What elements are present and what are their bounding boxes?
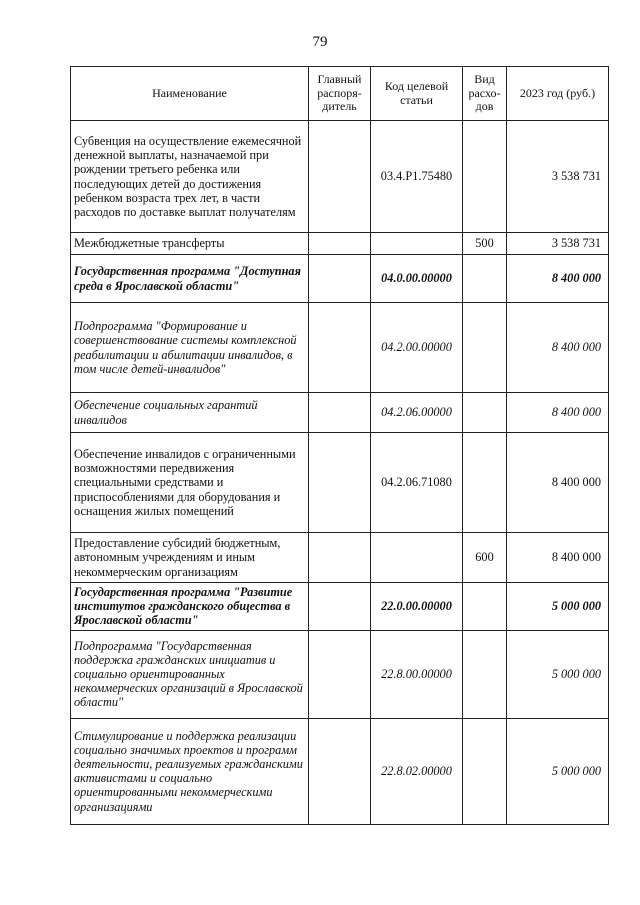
cell-name: Обеспечение социальных гарантий инвалидов [71,393,309,433]
cell-name: Подпрограмма "Формирование и совершенствование системы комплексной реабилитации и абилитации инвалидов, в том числе детей-инвалидов" [71,303,309,393]
cell-code: 04.2.00.00000 [371,303,463,393]
table-row [71,718,609,824]
cell-code: 22.8.00.00000 [371,630,463,718]
cell-code: 22.0.00.00000 [371,583,463,631]
budget-table [70,66,609,825]
cell-admin [309,533,371,583]
cell-code [371,533,463,583]
table-row [71,121,609,233]
header-code: Код целевой статьи [371,67,463,121]
cell-admin [309,303,371,393]
cell-type [463,630,507,718]
cell-name: Межбюджетные трансферты [71,233,309,255]
cell-amount: 8 400 000 [507,303,609,393]
cell-amount: 3 538 731 [507,233,609,255]
cell-name: Государственная программа "Развитие институтов гражданского общества в Ярославской области" [71,583,309,631]
cell-amount: 5 000 000 [507,718,609,824]
cell-admin [309,433,371,533]
cell-amount: 5 000 000 [507,630,609,718]
table-row [71,393,609,433]
cell-type [463,583,507,631]
cell-admin [309,718,371,824]
table-row [71,233,609,255]
cell-type [463,718,507,824]
cell-name: Субвенция на осуществление ежемесячной денежной выплаты, назначаемой при рождении третьего ребенка или последующих детей до достижения ребенком возраста трех лет, в части расходов по доставке выплат получателям [71,121,309,233]
cell-type: 600 [463,533,507,583]
cell-name: Стимулирование и поддержка реализации социально значимых проектов и программ деятельности, реализуемых гражданскими активистами и социально ориентированными некоммерческими организациями [71,718,309,824]
page-number: 79 [312,34,328,50]
cell-admin [309,233,371,255]
cell-type [463,433,507,533]
cell-type [463,255,507,303]
cell-amount: 8 400 000 [507,433,609,533]
table-row [71,255,609,303]
cell-amount: 8 400 000 [507,533,609,583]
cell-amount: 3 538 731 [507,121,609,233]
table-row [71,583,609,631]
table-header-row [71,67,609,121]
cell-type: 500 [463,233,507,255]
cell-name: Обеспечение инвалидов с ограниченными возможностями передвижения специальными средствами и приспособлениями для оборудования и оснащения жилых помещений [71,433,309,533]
cell-code: 04.2.06.00000 [371,393,463,433]
header-type: Вид расхо-дов [463,67,507,121]
header-amount: 2023 год (руб.) [507,67,609,121]
table-row [71,433,609,533]
header-name: Наименование [71,67,309,121]
cell-admin [309,630,371,718]
table-body [71,121,609,825]
table-row [71,630,609,718]
cell-admin [309,255,371,303]
cell-admin [309,393,371,433]
cell-name: Государственная программа "Доступная среда в Ярославской области" [71,255,309,303]
cell-amount: 5 000 000 [507,583,609,631]
cell-code: 03.4.P1.75480 [371,121,463,233]
table-row [71,303,609,393]
cell-code: 22.8.02.00000 [371,718,463,824]
cell-name: Подпрограмма "Государственная поддержка гражданских инициатив и социально ориентированных некоммерческих организаций в Ярославской области" [71,630,309,718]
cell-code: 04.2.06.71080 [371,433,463,533]
cell-type [463,393,507,433]
table-row [71,533,609,583]
cell-code: 04.0.00.00000 [371,255,463,303]
cell-type [463,303,507,393]
cell-amount: 8 400 000 [507,255,609,303]
cell-admin [309,121,371,233]
header-admin: Главный распоря-дитель [309,67,371,121]
cell-code [371,233,463,255]
cell-amount: 8 400 000 [507,393,609,433]
cell-name: Предоставление субсидий бюджетным, автономным учреждениям и иным некоммерческим организациям [71,533,309,583]
cell-admin [309,583,371,631]
cell-type [463,121,507,233]
